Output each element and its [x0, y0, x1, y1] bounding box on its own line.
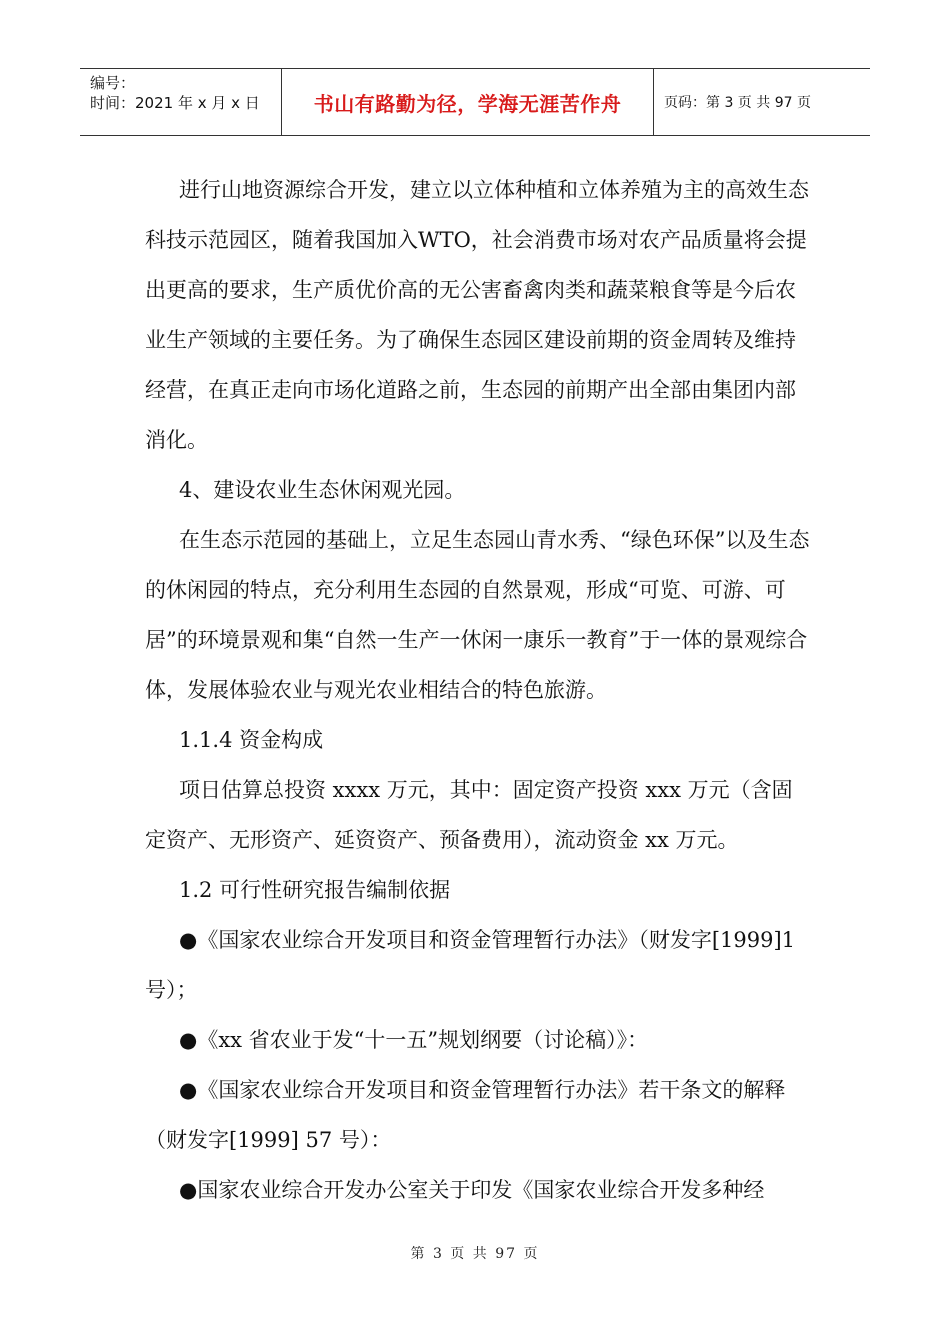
bullet-item: ●国家农业综合开发办公室关于印发《国家农业综合开发多种经 [179, 1178, 765, 1202]
bullet-item: ●《xx 省农业于发“十一五”规划纲要（讨论稿）》： [179, 1028, 649, 1052]
page-footer: 第 3 页 共 97 页 [410, 1246, 540, 1262]
bullet-item: ●《国家农业综合开发项目和资金管理暂行办法》（财发字[1999]1 号）； [145, 928, 796, 1002]
section-item: 4、建设农业生态休闲观光园。 [179, 478, 466, 502]
paragraph: 在生态示范园的基础上，立足生态园山青水秀、“绿色环保”以及生态的休闲园的特点，充分利用生态园的自然景观，形成“可览、可游、可居”的环境景观和集“自然一生产一休闲一康乐一教育”于一体的景观综合体，发展体验农业与观光农业相结合的特色旅游。 [145, 528, 810, 702]
document-date: 时间：2021 年 x 月 x 日 [90, 94, 260, 112]
section-heading: 1.1.4 资金构成 [179, 728, 324, 752]
document-body [145, 165, 810, 1215]
header-motto: 书山有路勤为径，学海无涯苦作舟 [282, 69, 654, 135]
document-number-label: 编号： [90, 74, 136, 92]
page-header [80, 68, 870, 136]
paragraph: 项日估算总投资 xxxx 万元，其中：固定资产投资 xxx 万元（含固定资产、无形资产、延资资产、预备费用），流动资金 xx 万元。 [145, 778, 793, 852]
bullet-item: ●《国家农业综合开发项目和资金管理暂行办法》若干条文的解释（财发字[1999] 57 号）： [145, 1078, 786, 1152]
header-meta [80, 69, 282, 135]
header-page-info: 页码：第 3 页 共 97 页 [664, 95, 811, 111]
section-heading: 1.2 可行性研究报告编制依据 [179, 878, 451, 902]
paragraph: 进行山地资源综合开发，建立以立体种植和立体养殖为主的高效生态科技示范园区，随着我国加入WTO，社会消费市场对农产品质量将会提出更高的要求，生产质优价高的无公害畜禽肉类和蔬菜粮食等是今后农业生产领域的主要任务。为了确保生态园区建设前期的资金周转及维持经营，在真正走向市场化道路之前，生态园的前期产出全部由集团内部消化。 [145, 178, 809, 452]
